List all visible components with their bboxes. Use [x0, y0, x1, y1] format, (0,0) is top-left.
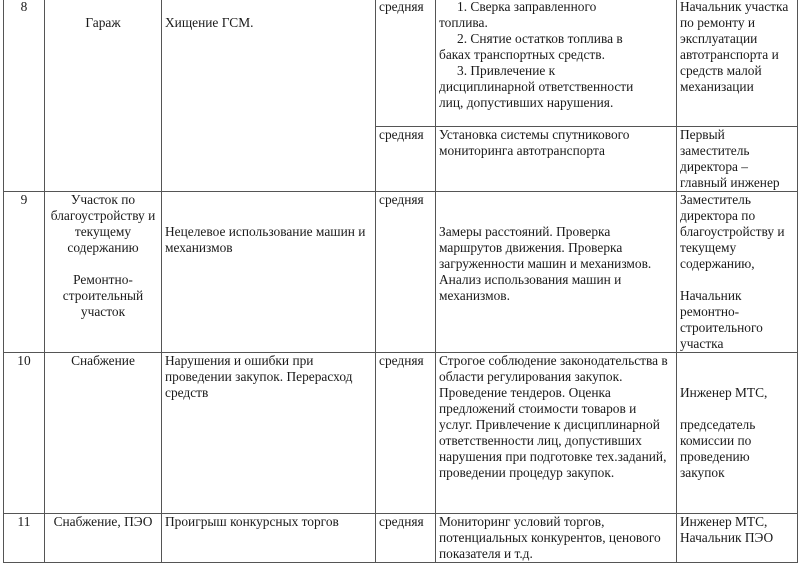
responsible-2: председатель комиссии по проведению закупок [680, 417, 756, 480]
risk-level: средняя [376, 127, 436, 192]
measure-item-3-cont: дисциплинарной ответственности [439, 79, 634, 94]
responsible-2: Начальник ПЭО [680, 530, 774, 545]
measures-text: Строгое соблюдение законодательства в области регулирования закупок. Проведение тендеров. Оценка предложений стоимости товаров и услуг. Привлечение к дисциплинарной ответственности лиц, допустивших нарушения при подготовке тех.заданий, проведении процедур закупок. [436, 353, 677, 514]
responsible-1: Инженер МТС, [680, 514, 768, 529]
responsible-2: Начальник ремонтно-строительного участка [680, 288, 763, 351]
department-name: Снабжение, ПЭО [45, 514, 162, 563]
measure-item-1-cont: топлива. [439, 15, 488, 30]
measure-item-2: 2. Снятие остатков топлива в [457, 31, 623, 46]
risk-cell [162, 0, 376, 192]
table-row-9 [4, 192, 798, 353]
row-number: 11 [4, 514, 45, 563]
measure-item-2-cont: баках транспортных средств. [439, 47, 605, 62]
department-name: Гараж [85, 15, 121, 30]
row-number: 9 [4, 192, 45, 353]
measures-text: Замеры расстояний. Проверка маршрутов движения. Проверка загруженности машин и механизмов. Анализ использования машин и механизмов. [439, 224, 652, 303]
measure-item-3: 3. Привлечение к [457, 63, 556, 78]
department-name-1: Участок по благоустройству и текущему содержанию [50, 192, 156, 255]
risk-level: средняя [376, 192, 436, 353]
risk-table [3, 0, 798, 563]
row-number: 10 [4, 353, 45, 514]
responsible-cell [677, 353, 798, 514]
risk-text: Проигрыш конкурсных торгов [162, 514, 376, 563]
risk-text: Нецелевое использование машин и механизмов [165, 224, 366, 255]
responsible-1: Заместитель директора по благоустройству и текущему содержанию, [680, 192, 785, 271]
row-number: 8 [4, 0, 45, 192]
measures-cell [436, 192, 677, 353]
responsible-cell: Первый заместитель директора – главный инженер [677, 127, 798, 192]
responsible-cell [677, 514, 798, 563]
department-name-2: Ремонтно-строительный участок [62, 272, 144, 319]
risk-level: средняя [376, 514, 436, 563]
responsible-cell [677, 192, 798, 353]
measure-item-3-cont2: лиц, допустивших нарушения. [439, 95, 614, 110]
measure-item-1: 1. Сверка заправленного [457, 0, 597, 14]
responsible-1: Инженер МТС, [680, 385, 768, 400]
department-name: Снабжение [45, 353, 162, 514]
responsible-cell: Начальник участка по ремонту и эксплуатации автотранспорта и средств малой механизации [677, 0, 798, 127]
measures-text: Мониторинг условий торгов, потенциальных конкурентов, ценового показателя и т.д. [436, 514, 677, 563]
department-cell [45, 192, 162, 353]
risk-level: средняя [376, 0, 436, 127]
measures-cell [436, 0, 677, 127]
risk-level: средняя [376, 353, 436, 514]
table-row-10 [4, 353, 798, 514]
table-row-11 [4, 514, 798, 563]
table-row-8 [4, 0, 798, 127]
measures-cell: Установка системы спутникового мониторинга автотранспорта [436, 127, 677, 192]
department-cell [45, 0, 162, 192]
risk-text: Хищение ГСМ. [165, 15, 254, 30]
risk-cell [162, 192, 376, 353]
risk-text: Нарушения и ошибки при проведении закупок. Перерасход средств [162, 353, 376, 514]
